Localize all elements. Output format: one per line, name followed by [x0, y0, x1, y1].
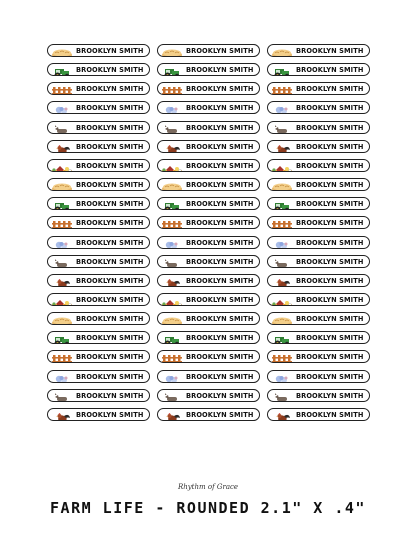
rooster-icon: [50, 141, 74, 153]
label-name-text: BROOKLYN SMITH: [296, 409, 364, 419]
label-name-text: BROOKLYN SMITH: [186, 333, 254, 343]
fence-icon: [50, 217, 74, 229]
name-label: [157, 140, 260, 153]
name-label: [267, 82, 370, 95]
name-label: [267, 370, 370, 383]
tractor-icon: [50, 64, 74, 76]
label-name-text: BROOKLYN SMITH: [296, 180, 364, 190]
fence-icon: [160, 217, 184, 229]
bread-icon: [270, 45, 294, 57]
barn-icon: [50, 294, 74, 306]
barn-icon: [50, 160, 74, 172]
name-label: [267, 63, 370, 76]
label-name-text: BROOKLYN SMITH: [296, 84, 364, 94]
fence-icon: [160, 351, 184, 363]
donkey-icon: [160, 122, 184, 134]
fence-icon: [50, 351, 74, 363]
name-label: [157, 63, 260, 76]
label-name-text: BROOKLYN SMITH: [76, 46, 144, 55]
name-label: [47, 236, 150, 249]
label-name-text: BROOKLYN SMITH: [186, 160, 254, 170]
label-name-text: BROOKLYN SMITH: [296, 390, 364, 400]
flowers-icon: [270, 237, 294, 249]
label-name-text: BROOKLYN SMITH: [186, 409, 254, 419]
name-label: [267, 197, 370, 210]
name-label: [267, 255, 370, 268]
rooster-icon: [270, 409, 294, 421]
label-name-text: BROOKLYN SMITH: [296, 199, 364, 209]
name-label: [47, 350, 150, 363]
name-label: [47, 197, 150, 210]
name-label: [157, 82, 260, 95]
name-label: [267, 312, 370, 325]
name-label: [157, 121, 260, 134]
page-title: FARM LIFE - ROUNDED 2.1" X .4": [50, 499, 366, 517]
fence-icon: [270, 351, 294, 363]
bread-icon: [160, 179, 184, 191]
label-name-text: BROOKLYN SMITH: [186, 275, 254, 285]
fence-icon: [270, 83, 294, 95]
name-label: [47, 216, 150, 229]
donkey-icon: [270, 390, 294, 402]
name-label: [47, 82, 150, 95]
flowers-icon: [160, 371, 184, 383]
label-name-text: BROOKLYN SMITH: [296, 160, 364, 170]
flowers-icon: [270, 102, 294, 114]
name-label: [157, 408, 260, 421]
label-name-text: BROOKLYN SMITH: [76, 275, 144, 285]
label-name-text: BROOKLYN SMITH: [186, 390, 254, 400]
label-name-text: BROOKLYN SMITH: [76, 390, 144, 400]
label-name-text: BROOKLYN SMITH: [76, 352, 144, 362]
label-name-text: BROOKLYN SMITH: [186, 371, 254, 381]
name-label: [157, 370, 260, 383]
label-name-text: BROOKLYN SMITH: [296, 46, 364, 55]
name-label: [267, 331, 370, 344]
donkey-icon: [160, 390, 184, 402]
name-label: [267, 121, 370, 134]
label-name-text: BROOKLYN SMITH: [296, 103, 364, 113]
name-label: [267, 408, 370, 421]
label-name-text: BROOKLYN SMITH: [76, 122, 144, 132]
label-name-text: BROOKLYN SMITH: [296, 122, 364, 132]
name-label: [47, 140, 150, 153]
name-label: [47, 389, 150, 402]
label-name-text: BROOKLYN SMITH: [76, 371, 144, 381]
label-name-text: BROOKLYN SMITH: [76, 160, 144, 170]
label-name-text: BROOKLYN SMITH: [186, 141, 254, 151]
label-name-text: BROOKLYN SMITH: [76, 237, 144, 247]
donkey-icon: [50, 390, 74, 402]
bread-icon: [270, 179, 294, 191]
tractor-icon: [160, 198, 184, 210]
name-label: [267, 178, 370, 191]
label-name-text: BROOKLYN SMITH: [296, 275, 364, 285]
bread-icon: [50, 45, 74, 57]
donkey-icon: [270, 122, 294, 134]
label-name-text: BROOKLYN SMITH: [296, 256, 364, 266]
label-name-text: BROOKLYN SMITH: [186, 294, 254, 304]
label-name-text: BROOKLYN SMITH: [186, 352, 254, 362]
rooster-icon: [160, 141, 184, 153]
label-name-text: BROOKLYN SMITH: [186, 103, 254, 113]
label-name-text: BROOKLYN SMITH: [186, 237, 254, 247]
name-label: [157, 274, 260, 287]
label-name-text: BROOKLYN SMITH: [186, 46, 254, 55]
name-label: [267, 293, 370, 306]
label-name-text: BROOKLYN SMITH: [296, 352, 364, 362]
bread-icon: [160, 45, 184, 57]
flowers-icon: [50, 237, 74, 249]
label-name-text: BROOKLYN SMITH: [296, 371, 364, 381]
bread-icon: [50, 179, 74, 191]
tractor-icon: [270, 332, 294, 344]
name-label: [47, 274, 150, 287]
label-name-text: BROOKLYN SMITH: [76, 103, 144, 113]
name-label: [47, 159, 150, 172]
label-name-text: BROOKLYN SMITH: [76, 84, 144, 94]
label-name-text: BROOKLYN SMITH: [76, 141, 144, 151]
name-label: [267, 236, 370, 249]
name-label: [267, 389, 370, 402]
donkey-icon: [50, 256, 74, 268]
name-label: [267, 140, 370, 153]
tractor-icon: [270, 64, 294, 76]
name-label: [267, 350, 370, 363]
label-name-text: BROOKLYN SMITH: [76, 256, 144, 266]
flowers-icon: [50, 102, 74, 114]
barn-icon: [270, 294, 294, 306]
label-name-text: BROOKLYN SMITH: [76, 65, 144, 75]
name-label: [157, 216, 260, 229]
fence-icon: [50, 83, 74, 95]
bread-icon: [160, 313, 184, 325]
name-label: [157, 293, 260, 306]
label-name-text: BROOKLYN SMITH: [76, 218, 144, 228]
tractor-icon: [50, 332, 74, 344]
name-label: [47, 101, 150, 114]
label-name-text: BROOKLYN SMITH: [76, 294, 144, 304]
label-name-text: BROOKLYN SMITH: [296, 294, 364, 304]
rooster-icon: [270, 275, 294, 287]
name-label: [157, 101, 260, 114]
name-label: [47, 255, 150, 268]
label-name-text: BROOKLYN SMITH: [296, 333, 364, 343]
name-label: [157, 331, 260, 344]
donkey-icon: [160, 256, 184, 268]
name-label: [47, 370, 150, 383]
name-label: [267, 274, 370, 287]
label-name-text: BROOKLYN SMITH: [186, 256, 254, 266]
label-name-text: BROOKLYN SMITH: [76, 180, 144, 190]
tractor-icon: [160, 64, 184, 76]
name-label: [157, 236, 260, 249]
rooster-icon: [50, 275, 74, 287]
name-label: [267, 216, 370, 229]
label-name-text: BROOKLYN SMITH: [296, 314, 364, 324]
name-label: [157, 312, 260, 325]
label-name-text: BROOKLYN SMITH: [76, 199, 144, 209]
name-label: [47, 63, 150, 76]
name-label: [47, 121, 150, 134]
rooster-icon: [50, 409, 74, 421]
name-label: [47, 408, 150, 421]
label-name-text: BROOKLYN SMITH: [76, 314, 144, 324]
label-name-text: BROOKLYN SMITH: [186, 122, 254, 132]
name-label: [157, 255, 260, 268]
name-label: [157, 44, 260, 57]
donkey-icon: [50, 122, 74, 134]
name-label: [47, 293, 150, 306]
brand-logo: Rhythm of Grace: [177, 483, 239, 491]
label-name-text: BROOKLYN SMITH: [76, 333, 144, 343]
name-label: [47, 178, 150, 191]
flowers-icon: [50, 371, 74, 383]
tractor-icon: [160, 332, 184, 344]
barn-icon: [160, 160, 184, 172]
label-name-text: BROOKLYN SMITH: [186, 199, 254, 209]
label-name-text: BROOKLYN SMITH: [186, 314, 254, 324]
rooster-icon: [160, 409, 184, 421]
label-name-text: BROOKLYN SMITH: [186, 65, 254, 75]
rooster-icon: [160, 275, 184, 287]
name-label: [157, 159, 260, 172]
fence-icon: [160, 83, 184, 95]
name-label: [47, 44, 150, 57]
bread-icon: [270, 313, 294, 325]
name-label: [157, 389, 260, 402]
name-label: [157, 178, 260, 191]
fence-icon: [270, 217, 294, 229]
name-label: [157, 350, 260, 363]
barn-icon: [270, 160, 294, 172]
name-label: [267, 101, 370, 114]
rooster-icon: [270, 141, 294, 153]
label-name-text: BROOKLYN SMITH: [186, 180, 254, 190]
name-label: [47, 331, 150, 344]
name-label: [267, 44, 370, 57]
name-label: [267, 159, 370, 172]
label-name-text: BROOKLYN SMITH: [76, 409, 144, 419]
barn-icon: [160, 294, 184, 306]
label-name-text: BROOKLYN SMITH: [296, 237, 364, 247]
label-name-text: BROOKLYN SMITH: [186, 218, 254, 228]
label-name-text: BROOKLYN SMITH: [296, 218, 364, 228]
bread-icon: [50, 313, 74, 325]
name-label: [47, 312, 150, 325]
donkey-icon: [270, 256, 294, 268]
tractor-icon: [270, 198, 294, 210]
name-label: [157, 197, 260, 210]
tractor-icon: [50, 198, 74, 210]
flowers-icon: [160, 102, 184, 114]
label-name-text: BROOKLYN SMITH: [186, 84, 254, 94]
flowers-icon: [160, 237, 184, 249]
flowers-icon: [270, 371, 294, 383]
label-name-text: BROOKLYN SMITH: [296, 141, 364, 151]
label-name-text: BROOKLYN SMITH: [296, 65, 364, 75]
